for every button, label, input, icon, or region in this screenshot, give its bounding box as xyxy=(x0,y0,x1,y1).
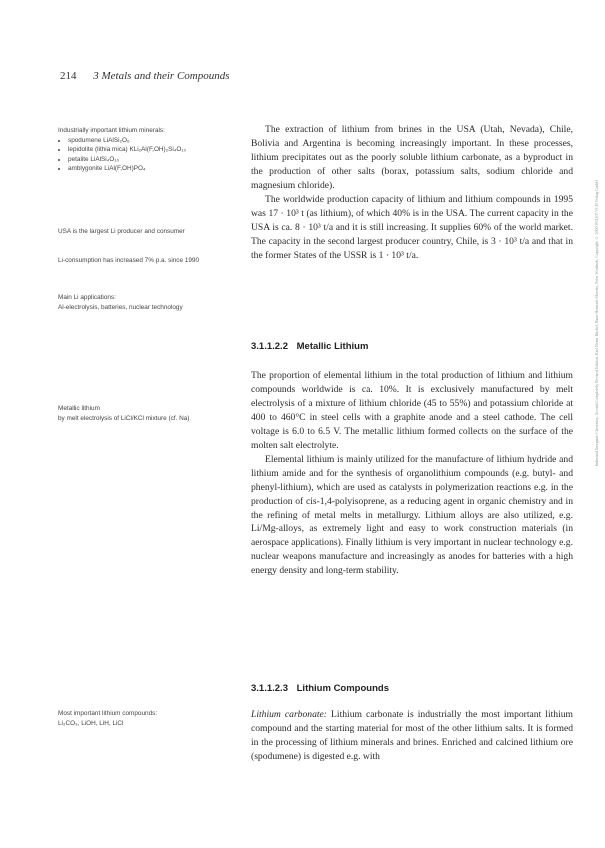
running-header xyxy=(60,70,230,82)
copyright-margin-note: Industrial Inorganic Chemistry, Second Completely Revised Edition. Karl Heinz Büchel, Hans-Heinrich Moretto, Peter Woditsch. Copyright © 2000 WILEY-VCH Verlag GmbH xyxy=(594,180,599,467)
minerals-list xyxy=(58,136,236,174)
section-title: Lithium Compounds xyxy=(296,683,389,694)
paragraph-uses: Elemental lithium is mainly utilized for the manufacture of lithium hydride and lithium amide and for the synthesis of organolithium compounds (e.g. butyl- and phenyl-lithium), which are used as catalysts in polymerization reactions e.g. in the production of cis-1,4-polyisoprene, as a reducing agent in organic chemistry and in the refining of metal melts in metallurgy. Lithium alloys are also utilized, e.g. Li/Mg-alloys, as extremely light and easy to work construction materials (in aerospace applications). Finally lithium is very important in nuclear technology e.g. nuclear weapons manufacture and increasingly as anodes for batteries with a high energy density and long-term stability. xyxy=(251,453,573,577)
applications-title: Main Li applications: xyxy=(58,294,116,301)
compounds-title: Most important lithium compounds: xyxy=(58,710,158,717)
sidebar-capacity-note: Li-consumption has increased 7% p.a. since 1990 xyxy=(58,257,200,264)
body-text-metallic xyxy=(251,369,573,578)
sidebar-applications xyxy=(58,293,236,312)
list-item: • lepidolite (lithia mica) KLi₂Al(F,OH)₂Si₄O₁₀ xyxy=(68,145,236,155)
chapter-title: 3 Metals and their Compounds xyxy=(93,70,230,82)
compounds-text: Li₂CO₃, LiOH, LiH, LiCl xyxy=(58,719,124,727)
section-heading-metallic xyxy=(251,341,368,352)
applications-text: Al-electrolysis, batteries, nuclear technology xyxy=(58,303,183,311)
sidebar-producer-note: USA is the largest Li producer and consumer xyxy=(58,228,185,235)
body-text-compounds xyxy=(251,708,573,764)
paragraph-carbonate-text: Lithium carbonate is industrially the most important lithium compound and the starting material for most of the other lithium salts. It is formed in the processing of lithium minerals and brines. Enriched and calcined lithium ore (spodumene) is digested e.g. with xyxy=(251,709,573,762)
section-title: Metallic Lithium xyxy=(296,341,369,352)
paragraph-production: The proportion of elemental lithium in the total production of lithium and lithium compounds worldwide is ca. 10%. It is exclusively manufactured by melt electrolysis of a mixture of lithium chloride (45 to 55%) and potassium chloride at 400 to 460°C in steel cells with a graphite anode and a steel cathode. The cell voltage is 6.0 to 6.5 V. The metallic lithium formed collects on the surface of the molten salt electrolyte. xyxy=(251,370,573,451)
section-number: 3.1.1.2.3 xyxy=(251,683,288,694)
list-item: • amblygonite LiAl(F,OH)PO₄ xyxy=(68,164,236,174)
body-text-top xyxy=(251,123,573,263)
metallic-title: Metallic lithium xyxy=(58,405,100,412)
list-item: • petalite LiAlSi₄O₁₀ xyxy=(68,155,236,165)
section-number: 3.1.1.2.2 xyxy=(251,341,288,352)
section-heading-compounds xyxy=(251,683,389,694)
paragraph-carbonate xyxy=(251,708,573,764)
list-item: • spodumene LiAlSi₂O₆ xyxy=(68,136,236,146)
paragraph-capacity: The worldwide production capacity of lithium and lithium compounds in 1995 was 17 · 10³ t (as lithium), of which 40% is in the USA. The current capacity in the USA is ca. 8 · 10³ t/a and it is still increasing. It supplies 60% of the world market. The capacity in the second largest producer country, Chile, is 3 · 10³ t/a and that in the former States of the USSR is 1 · 10³ t/a. xyxy=(251,193,573,261)
metallic-text: by melt electrolysis of LiCl/KCl mixture (cf. Na) xyxy=(58,414,190,422)
paragraph-brines: The extraction of lithium from brines in the USA (Utah, Nevada), Chile, Bolivia and Argentina is becoming increasingly important. In these processes, lithium precipitates out as the poorly soluble lithium carbonate, as a byproduct in the production of other salts (borax, potassium salts, sodium chloride and magnesium chloride). xyxy=(251,124,573,191)
term-lithium-carbonate: Lithium carbonate: xyxy=(251,709,327,720)
sidebar-minerals xyxy=(58,126,236,174)
sidebar-compounds xyxy=(58,709,236,728)
sidebar-metallic xyxy=(58,404,236,423)
minerals-title: Industrially important lithium minerals: xyxy=(58,127,165,134)
page-number: 214 xyxy=(60,70,77,82)
